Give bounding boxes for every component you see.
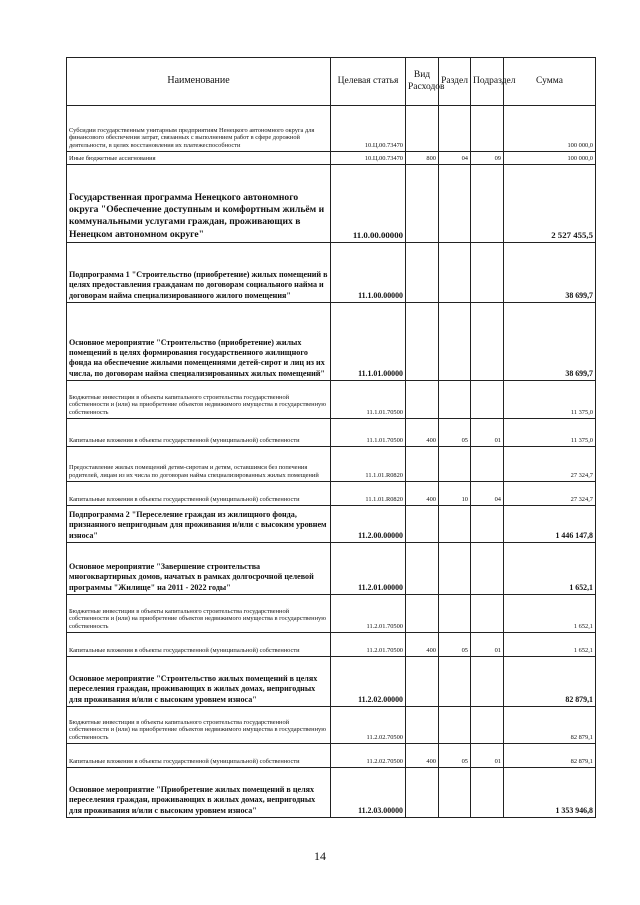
table-row xyxy=(67,381,596,419)
table-row xyxy=(67,303,596,381)
row-pr xyxy=(471,768,504,818)
row-sum: 100 000,0 xyxy=(504,106,596,152)
table-row xyxy=(67,506,596,543)
header-target: Целевая статья xyxy=(331,58,406,106)
row-sum: 11 375,0 xyxy=(504,419,596,447)
table-row xyxy=(67,595,596,633)
budget-table-page xyxy=(66,57,595,818)
table-row xyxy=(67,744,596,768)
row-rz xyxy=(439,303,471,381)
row-vr xyxy=(406,543,439,595)
row-name: Капитальные вложения в объекты государственной (муниципальной) собственности xyxy=(67,744,331,768)
budget-table xyxy=(66,57,596,818)
table-row xyxy=(67,543,596,595)
row-sum: 1 652,1 xyxy=(504,633,596,657)
row-rz xyxy=(439,595,471,633)
row-rz xyxy=(439,165,471,243)
row-rz xyxy=(439,707,471,744)
row-target: 11.1.01.00000 xyxy=(331,303,406,381)
row-target: 11.2.00.00000 xyxy=(331,506,406,543)
row-name: Предоставление жилых помещений детям-сиротам и детям, оставшимся без попечения родителей, лицам из их числа по договорам найма специализированных жилых помещений xyxy=(67,447,331,482)
row-name: Подпрограмма 1 "Строительство (приобретение) жилых помещений в целях предоставления гражданам по договорам социального найма и договорам найма специализированного жилого помещения" xyxy=(67,243,331,303)
row-target: 11.2.01.70500 xyxy=(331,633,406,657)
row-name: Бюджетные инвестиции в объекты капитального строительства государственной собственности и (или) на приобретение объектов недвижимого имущества в государственную собственность xyxy=(67,707,331,744)
row-rz xyxy=(439,768,471,818)
row-name: Основное мероприятие "Строительство жилых помещений в целях переселения граждан, проживающих в жилых домах, непригодных для проживания и/или с высоким уровнем износа" xyxy=(67,657,331,707)
row-target: 11.1.01.R0820 xyxy=(331,447,406,482)
row-target: 11.2.03.00000 xyxy=(331,768,406,818)
row-pr: 01 xyxy=(471,419,504,447)
table-header-row xyxy=(67,58,596,106)
row-rz xyxy=(439,381,471,419)
row-rz: 05 xyxy=(439,419,471,447)
row-rz xyxy=(439,657,471,707)
row-vr xyxy=(406,447,439,482)
row-pr xyxy=(471,165,504,243)
page-number: 14 xyxy=(314,849,326,863)
row-pr xyxy=(471,657,504,707)
row-name: Основное мероприятие "Завершение строительства многоквартирных домов, начатых в рамках долгосрочной целевой программы "Жилище" на 2011 - 2022 годы" xyxy=(67,543,331,595)
row-rz xyxy=(439,106,471,152)
row-vr xyxy=(406,381,439,419)
table-row xyxy=(67,243,596,303)
row-vr xyxy=(406,657,439,707)
row-pr xyxy=(471,303,504,381)
row-pr xyxy=(471,506,504,543)
row-vr xyxy=(406,106,439,152)
row-name: Капитальные вложения в объекты государственной (муниципальной) собственности xyxy=(67,633,331,657)
table-row xyxy=(67,447,596,482)
row-pr xyxy=(471,447,504,482)
row-rz xyxy=(439,506,471,543)
row-pr: 09 xyxy=(471,152,504,165)
row-pr xyxy=(471,243,504,303)
row-name: Капитальные вложения в объекты государственной (муниципальной) собственности xyxy=(67,419,331,447)
row-target: 11.2.01.70500 xyxy=(331,595,406,633)
row-vr xyxy=(406,768,439,818)
row-sum: 38 699,7 xyxy=(504,243,596,303)
row-name: Основное мероприятие "Приобретение жилых помещений в целях переселения граждан, проживающих в жилых домах, непригодных для проживания и/или с высоким уровнем износа" xyxy=(67,768,331,818)
table-row xyxy=(67,768,596,818)
row-pr xyxy=(471,381,504,419)
row-target: 11.2.01.00000 xyxy=(331,543,406,595)
row-sum: 38 699,7 xyxy=(504,303,596,381)
row-vr xyxy=(406,165,439,243)
row-vr: 400 xyxy=(406,633,439,657)
row-vr: 400 xyxy=(406,419,439,447)
row-vr xyxy=(406,303,439,381)
row-pr: 01 xyxy=(471,633,504,657)
row-pr: 01 xyxy=(471,744,504,768)
table-row xyxy=(67,633,596,657)
row-target: 10.Ц.00.73470 xyxy=(331,152,406,165)
header-sum: Сумма xyxy=(504,58,596,106)
row-target: 11.1.01.R0820 xyxy=(331,482,406,506)
row-target: 11.1.01.70500 xyxy=(331,419,406,447)
table-row xyxy=(67,707,596,744)
row-name: Иные бюджетные ассигнования xyxy=(67,152,331,165)
header-pr: Подраздел xyxy=(471,58,504,106)
row-vr: 400 xyxy=(406,482,439,506)
table-row xyxy=(67,106,596,152)
row-sum: 1 652,1 xyxy=(504,543,596,595)
table-row xyxy=(67,482,596,506)
row-rz: 10 xyxy=(439,482,471,506)
row-name: Капитальные вложения в объекты государственной (муниципальной) собственности xyxy=(67,482,331,506)
row-sum: 27 324,7 xyxy=(504,482,596,506)
row-sum: 1 652,1 xyxy=(504,595,596,633)
row-target: 11.2.02.70500 xyxy=(331,707,406,744)
row-target: 11.2.02.00000 xyxy=(331,657,406,707)
row-name: Бюджетные инвестиции в объекты капитального строительства государственной собственности и (или) на приобретение объектов недвижимого имущества в государственную собственность xyxy=(67,595,331,633)
row-sum: 100 000,0 xyxy=(504,152,596,165)
row-target: 10.Ц.00.73470 xyxy=(331,106,406,152)
header-name: Наименование xyxy=(67,58,331,106)
table-row xyxy=(67,152,596,165)
row-target: 11.1.01.70500 xyxy=(331,381,406,419)
row-vr xyxy=(406,707,439,744)
row-target: 11.1.00.00000 xyxy=(331,243,406,303)
row-sum: 27 324,7 xyxy=(504,447,596,482)
row-target: 11.0.00.00000 xyxy=(331,165,406,243)
row-pr: 04 xyxy=(471,482,504,506)
row-name: Бюджетные инвестиции в объекты капитального строительства государственной собственности и (или) на приобретение объектов недвижимого имущества в государственную собственность xyxy=(67,381,331,419)
table-row xyxy=(67,657,596,707)
row-sum: 82 879,1 xyxy=(504,707,596,744)
header-vr: Вид Расходов xyxy=(406,58,439,106)
row-rz xyxy=(439,243,471,303)
row-rz: 04 xyxy=(439,152,471,165)
table-row xyxy=(67,165,596,243)
header-rz: Раздел xyxy=(439,58,471,106)
row-rz xyxy=(439,543,471,595)
row-rz: 05 xyxy=(439,633,471,657)
row-pr xyxy=(471,543,504,595)
row-vr xyxy=(406,243,439,303)
row-vr: 400 xyxy=(406,744,439,768)
row-name: Субсидии государственным унитарным предприятиям Ненецкого автономного округа для финансового обеспечения затрат, связанных с выполнением работ в сфере дорожной деятельности, в целях восстановления их платежеспособности xyxy=(67,106,331,152)
row-sum: 2 527 455,5 xyxy=(504,165,596,243)
row-sum: 82 879,1 xyxy=(504,657,596,707)
row-name: Основное мероприятие "Строительство (приобретение) жилых помещений в целях формирования государственного жилищного фонда на обеспечение жилыми помещениями детей-сирот и лиц из их числа, по договорам найма специализированных жилых помещений" xyxy=(67,303,331,381)
row-rz xyxy=(439,447,471,482)
row-vr xyxy=(406,595,439,633)
row-vr: 800 xyxy=(406,152,439,165)
row-sum: 1 446 147,8 xyxy=(504,506,596,543)
row-sum: 1 353 946,8 xyxy=(504,768,596,818)
row-sum: 82 879,1 xyxy=(504,744,596,768)
row-vr xyxy=(406,506,439,543)
row-name: Подпрограмма 2 "Переселение граждан из жилищного фонда, признанного непригодным для проживания и/или с высоким уровнем износа" xyxy=(67,506,331,543)
table-row xyxy=(67,419,596,447)
row-sum: 11 375,0 xyxy=(504,381,596,419)
row-target: 11.2.02.70500 xyxy=(331,744,406,768)
row-rz: 05 xyxy=(439,744,471,768)
row-name: Государственная программа Ненецкого автономного округа "Обеспечение доступным и комфортным жильём и коммунальными услугами граждан, проживающих в Ненецком автономном округе" xyxy=(67,165,331,243)
row-pr xyxy=(471,595,504,633)
row-pr xyxy=(471,106,504,152)
row-pr xyxy=(471,707,504,744)
